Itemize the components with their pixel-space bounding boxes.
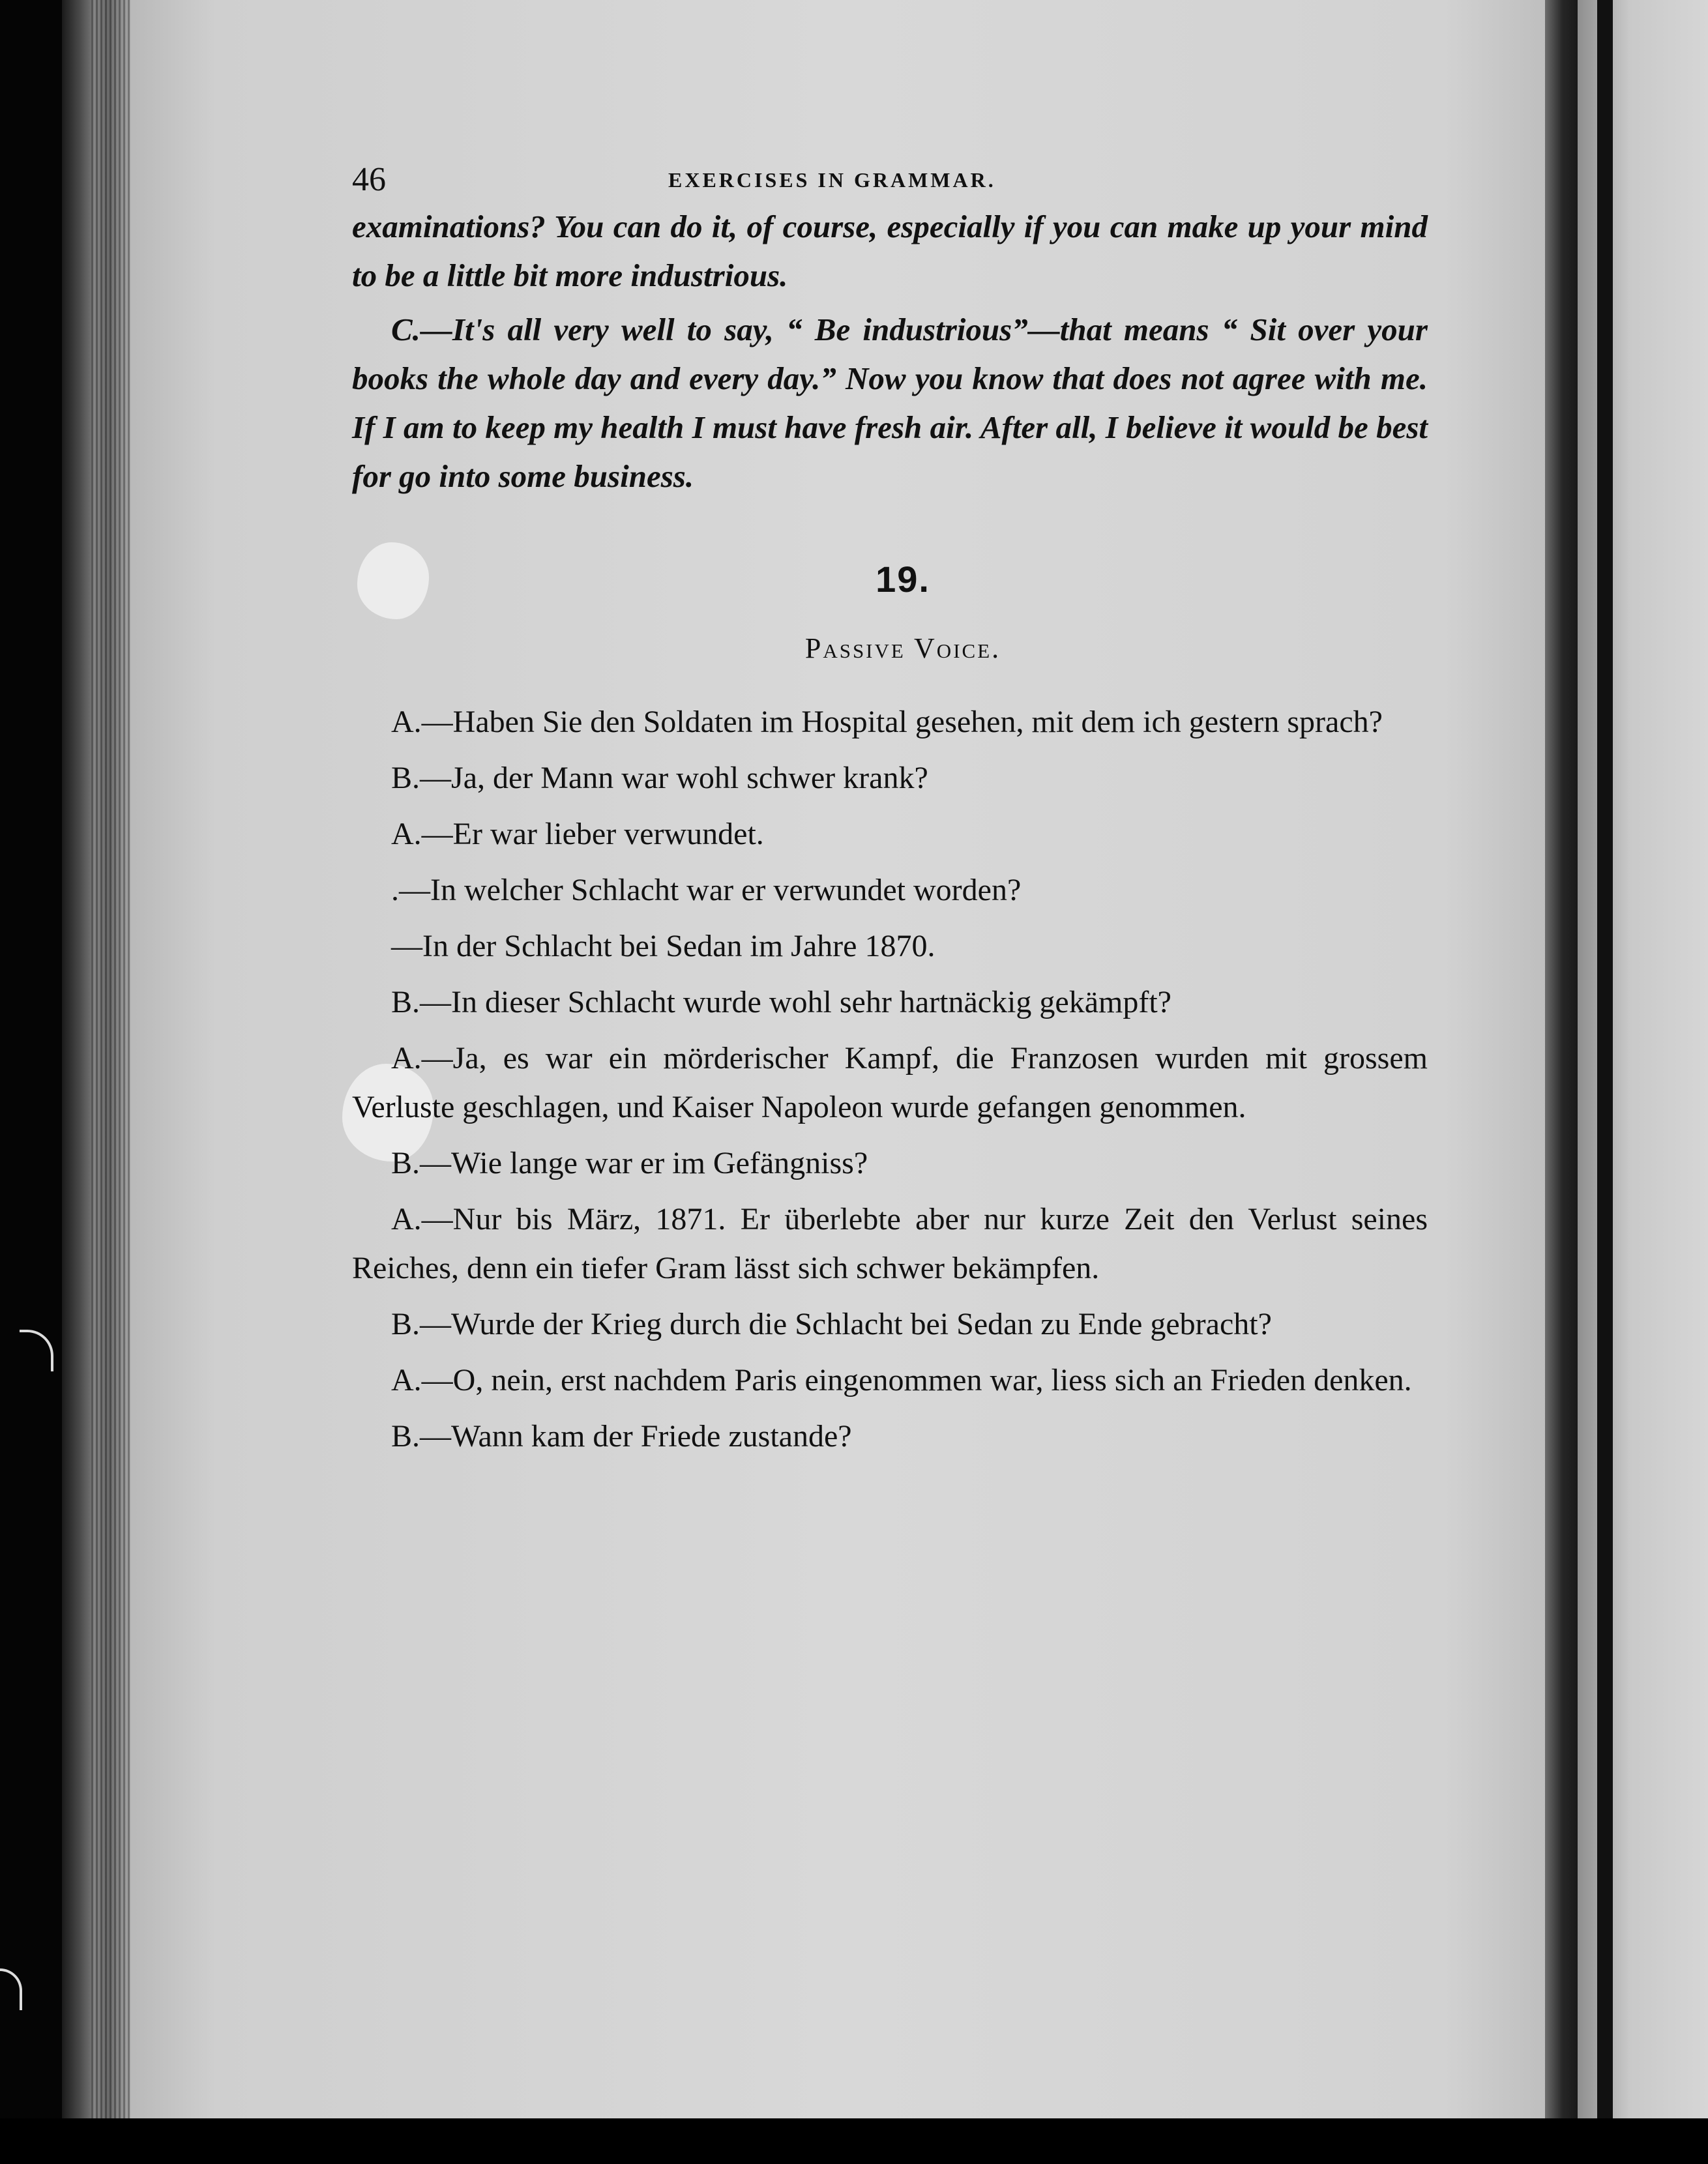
continuation-paragraph: examinations? You can do it, of course, especially if you can make up your mind to be a little bit more industrious.	[352, 209, 1428, 293]
dialogue-line: B.—In dieser Schlacht wurde wohl sehr hartnäckig gekämpft?	[391, 985, 1171, 1019]
page-number: 46	[352, 161, 386, 198]
scan-mark	[0, 1968, 22, 2010]
running-head	[352, 150, 1428, 202]
page-text-block	[352, 150, 1428, 1468]
dialogue-line: A.—O, nein, erst nachdem Paris eingenommen war, liess sich an Frieden denken.	[391, 1363, 1412, 1397]
dialogue-line: B.—Ja, der Mann war wohl schwer krank?	[391, 761, 928, 795]
dialogue-line: A.—Haben Sie den Soldaten im Hospital gesehen, mit dem ich gestern sprach?	[391, 705, 1383, 739]
continuation-paragraph: C.—It's all very well to say, “ Be industrious”—that means “ Sit over your books the whole day and every day.” Now you know that does not agree with me. If I am to keep my health I must have fresh air. After all, I believe it would be best for go into some business.	[352, 312, 1428, 494]
dialogue-line: B.—Wie lange war er im Gefängniss?	[391, 1146, 868, 1180]
section-title: Passive Voice.	[804, 632, 1001, 664]
binding-bar	[1597, 0, 1613, 2164]
dialogue-line: .—In welcher Schlacht war er verwundet worden?	[391, 873, 1022, 907]
scan-mark	[20, 1330, 53, 1371]
dialogue-line: —In der Schlacht bei Sedan im Jahre 1870.	[391, 929, 935, 963]
dialogue	[352, 697, 1428, 1461]
dialogue-line: A.—Ja, es war ein mörderischer Kampf, die Franzosen wurden mit grossem Verluste geschlagen, und Kaiser Napoleon wurde gefangen genommen.	[352, 1041, 1428, 1124]
dialogue-line: A.—Nur bis März, 1871. Er überlebte aber nur kurze Zeit den Verlust seines Reiches, denn ein tiefer Gram lässt sich schwer bekämpfen.	[352, 1202, 1428, 1285]
section-number: 19.	[876, 559, 930, 600]
scan-bottom-border	[0, 2118, 1708, 2164]
running-title: EXERCISES IN GRAMMAR.	[668, 168, 996, 192]
dialogue-line: B.—Wann kam der Friede zustande?	[391, 1419, 852, 1454]
dialogue-line: A.—Er war lieber verwundet.	[391, 817, 764, 851]
dialogue-line: B.—Wurde der Krieg durch die Schlacht bei Sedan zu Ende gebracht?	[391, 1307, 1272, 1341]
